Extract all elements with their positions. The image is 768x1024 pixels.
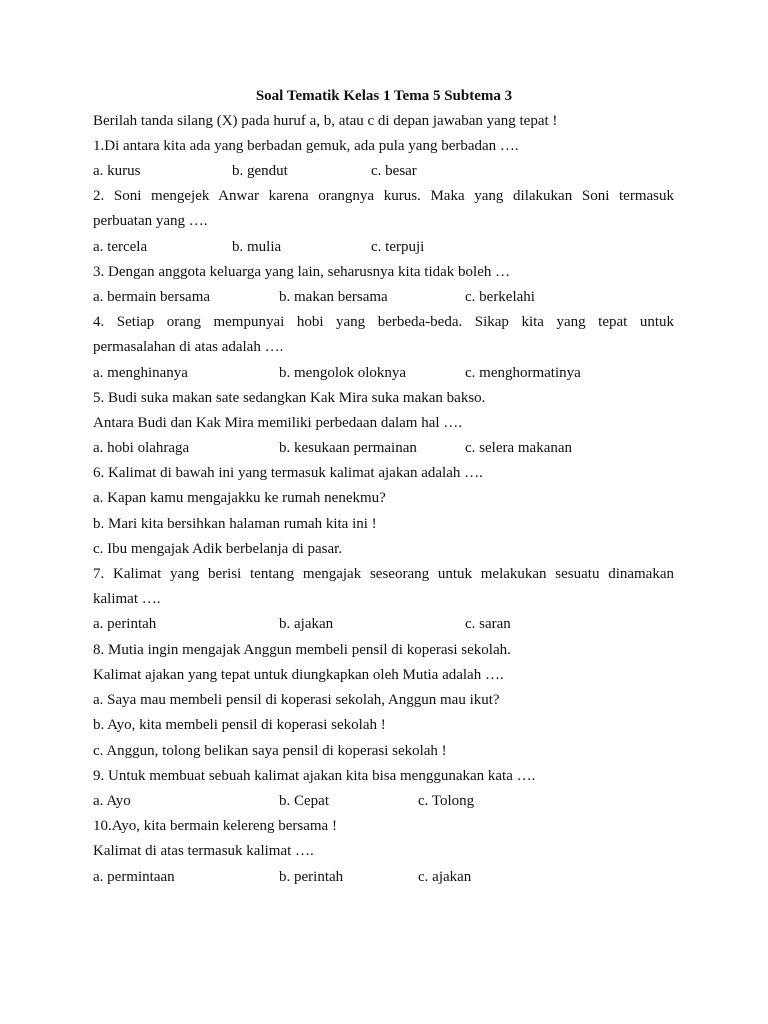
- question-6-option-a: a. Kapan kamu mengajakku ke rumah nenekmu?: [93, 490, 386, 506]
- question-4-option-a: a. menghinanya: [93, 365, 188, 381]
- question-5-option-c: c. selera makanan: [465, 440, 573, 456]
- question-4-option-c: c. menghormatinya: [465, 365, 581, 381]
- question-4-text-line-2: permasalahan di atas adalah ….: [93, 339, 284, 355]
- question-8-option-a: a. Saya mau membeli pensil di koperasi sekolah, Anggun mau ikut?: [93, 692, 500, 708]
- question-3-option-a: a. bermain bersama: [93, 289, 211, 305]
- question-5-text-line-1: 5. Budi suka makan sate sedangkan Kak Mira suka makan bakso.: [93, 390, 486, 406]
- question-10-option-a: a. permintaan: [93, 869, 175, 885]
- question-2-option-c: c. terpuji: [371, 239, 425, 255]
- question-10-text-line-2: Kalimat di atas termasuk kalimat ….: [93, 843, 314, 859]
- question-3-option-c: c. berkelahi: [465, 289, 535, 305]
- question-2-text-line-1: 2. Soni mengejek Anwar karena orangnya kurus. Maka yang dilakukan Soni termasuk: [93, 188, 674, 204]
- question-8-option-c: c. Anggun, tolong belikan saya pensil di koperasi sekolah !: [93, 743, 447, 759]
- question-2-option-b: b. mulia: [232, 239, 282, 255]
- question-5-option-a: a. hobi olahraga: [93, 440, 190, 456]
- question-8-text-line-2: Kalimat ajakan yang tepat untuk diungkapkan oleh Mutia adalah ….: [93, 667, 504, 683]
- question-9-option-a: a. Ayo: [93, 793, 131, 809]
- question-1-text: 1.Di antara kita ada yang berbadan gemuk, ada pula yang berbadan ….: [93, 138, 519, 154]
- question-7-option-a: a. perintah: [93, 616, 157, 632]
- question-1-option-b: b. gendut: [232, 163, 288, 179]
- question-8-text-line-1: 8. Mutia ingin mengajak Anggun membeli pensil di koperasi sekolah.: [93, 642, 511, 658]
- question-1-option-a: a. kurus: [93, 163, 141, 179]
- question-10-text-line-1: 10.Ayo, kita bermain kelereng bersama !: [93, 818, 337, 834]
- question-4-option-b: b. mengolok oloknya: [279, 365, 407, 381]
- question-3-option-b: b. makan bersama: [279, 289, 388, 305]
- question-6-option-c: c. Ibu mengajak Adik berbelanja di pasar.: [93, 541, 343, 557]
- question-10-option-b: b. perintah: [279, 869, 344, 885]
- question-3-text: 3. Dengan anggota keluarga yang lain, seharusnya kita tidak boleh …: [93, 264, 511, 280]
- question-5-text-line-2: Antara Budi dan Kak Mira memiliki perbedaan dalam hal ….: [93, 415, 463, 431]
- question-2-text-line-2: perbuatan yang ….: [93, 213, 208, 229]
- question-9-option-c: c. Tolong: [418, 793, 475, 809]
- question-10-option-c: c. ajakan: [418, 869, 472, 885]
- question-8-option-b: b. Ayo, kita membeli pensil di koperasi sekolah !: [93, 717, 386, 733]
- question-6-option-b: b. Mari kita bersihkan halaman rumah kita ini !: [93, 516, 377, 532]
- question-5-option-b: b. kesukaan permainan: [279, 440, 417, 456]
- question-9-text: 9. Untuk membuat sebuah kalimat ajakan kita bisa menggunakan kata ….: [93, 768, 536, 784]
- question-1-option-c: c. besar: [371, 163, 417, 179]
- question-7-text-line-2: kalimat ….: [93, 591, 161, 607]
- question-4-text-line-1: 4. Setiap orang mempunyai hobi yang berbeda-beda. Sikap kita yang tepat untuk: [93, 314, 674, 330]
- question-9-option-b: b. Cepat: [279, 793, 329, 809]
- instruction-text: Berilah tanda silang (X) pada huruf a, b, atau c di depan jawaban yang tepat !: [93, 113, 558, 129]
- question-7-option-b: b. ajakan: [279, 616, 334, 632]
- question-2-option-a: a. tercela: [93, 239, 148, 255]
- question-7-option-c: c. saran: [465, 616, 511, 632]
- question-7-text-line-1: 7. Kalimat yang berisi tentang mengajak seseorang untuk melakukan sesuatu dinamakan: [93, 566, 674, 582]
- question-6-text: 6. Kalimat di bawah ini yang termasuk kalimat ajakan adalah ….: [93, 465, 483, 481]
- page-title: Soal Tematik Kelas 1 Tema 5 Subtema 3: [255, 88, 513, 104]
